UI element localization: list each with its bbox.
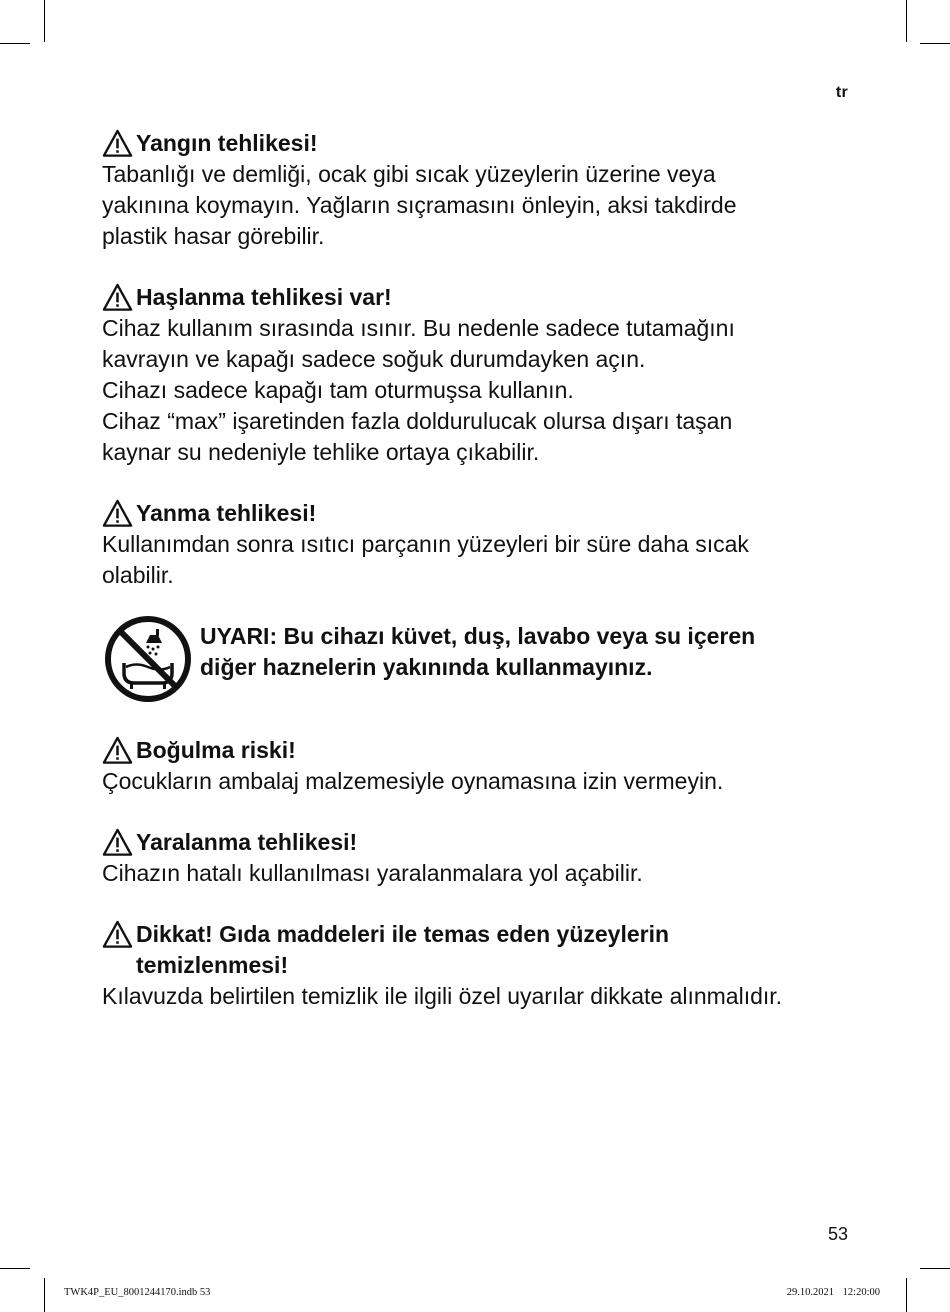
section-heading xyxy=(102,827,862,858)
crop-mark xyxy=(44,1278,45,1312)
fire-hazard-section xyxy=(102,128,862,252)
crop-mark xyxy=(0,1268,30,1269)
section-body xyxy=(102,529,862,591)
body-line: plastik hasar görebilir. xyxy=(102,223,325,249)
body-line: Tabanlığı ve demliği, ocak gibi sıcak yüzeylerin üzerine veya xyxy=(102,161,716,187)
body-line: yakınına koymayın. Yağların sıçramasını önleyin, aksi takdirde xyxy=(102,192,737,218)
section-title xyxy=(136,919,669,981)
warning-triangle-icon xyxy=(102,919,133,950)
section-title: Yanma tehlikesi! xyxy=(136,500,317,526)
crop-mark xyxy=(44,0,45,42)
language-tag: tr xyxy=(835,84,848,101)
section-body xyxy=(102,858,862,889)
body-line: Kullanımdan sonra ısıtıcı parçanın yüzeyleri bir süre daha sıcak xyxy=(102,531,749,557)
section-heading xyxy=(102,128,862,159)
bath-warning-text xyxy=(200,621,755,683)
page-number: 53 xyxy=(827,1224,848,1244)
body-line: kavrayın ve kapağı sadece soğuk durumdayken açın. xyxy=(102,346,646,372)
crop-mark xyxy=(0,43,30,44)
section-body xyxy=(102,313,862,468)
section-title: Yaralanma tehlikesi! xyxy=(136,829,358,855)
food-contact-cleaning-section xyxy=(102,919,862,1012)
title-line: Dikkat! Gıda maddeleri ile temas eden yüzeylerin xyxy=(136,921,670,947)
body-line: Cihazı sadece kapağı tam oturmuşsa kullanın. xyxy=(102,377,574,403)
crop-mark xyxy=(906,0,907,42)
section-title: Haşlanma tehlikesi var! xyxy=(136,284,392,310)
crop-mark xyxy=(920,1268,950,1269)
body-line: Cihaz “max” işaretinden fazla doldurulucak olursa dışarı taşan xyxy=(102,408,733,434)
bath-warning-line: UYARI: Bu cihazı küvet, duş, lavabo veya su içeren xyxy=(200,623,756,649)
bath-warning xyxy=(102,621,862,705)
suffocation-risk-section xyxy=(102,735,862,797)
injury-hazard-section xyxy=(102,827,862,889)
crop-mark xyxy=(920,43,950,44)
title-line: temizlenmesi! xyxy=(136,952,289,978)
section-heading xyxy=(102,919,862,981)
warning-triangle-icon xyxy=(102,827,133,858)
section-body xyxy=(102,981,862,1012)
footer-file-info: TWK4P_EU_8001244170.indb 53 xyxy=(64,1287,211,1298)
warning-triangle-icon xyxy=(102,735,133,766)
section-body xyxy=(102,766,862,797)
body-line: Kılavuzda belirtilen temizlik ile ilgili özel uyarılar dikkate alınmalıdır. xyxy=(102,983,783,1009)
body-line: Cihaz kullanım sırasında ısınır. Bu nedenle sadece tutamağını xyxy=(102,315,735,341)
body-line: Çocukların ambalaj malzemesiyle oynamasına izin vermeyin. xyxy=(102,768,724,794)
body-line: olabilir. xyxy=(102,562,174,588)
section-body xyxy=(102,159,862,252)
warning-triangle-icon xyxy=(102,498,133,529)
scald-hazard-section xyxy=(102,282,862,468)
crop-mark xyxy=(906,1278,907,1312)
bath-warning-line: diğer haznelerin yakınında kullanmayınız. xyxy=(200,654,653,680)
section-heading xyxy=(102,735,862,766)
section-title: Yangın tehlikesi! xyxy=(136,130,318,156)
section-title: Boğulma riski! xyxy=(136,737,296,763)
safety-content xyxy=(102,128,862,1042)
warning-triangle-icon xyxy=(102,128,133,159)
no-bathtub-icon xyxy=(102,613,194,705)
section-heading xyxy=(102,282,862,313)
warning-triangle-icon xyxy=(102,282,133,313)
burn-hazard-section xyxy=(102,498,862,591)
footer-timestamp: 29.10.2021 12:20:00 xyxy=(786,1287,880,1298)
body-line: Cihazın hatalı kullanılması yaralanmalara yol açabilir. xyxy=(102,860,643,886)
section-heading xyxy=(102,498,862,529)
body-line: kaynar su nedeniyle tehlike ortaya çıkabilir. xyxy=(102,439,540,465)
